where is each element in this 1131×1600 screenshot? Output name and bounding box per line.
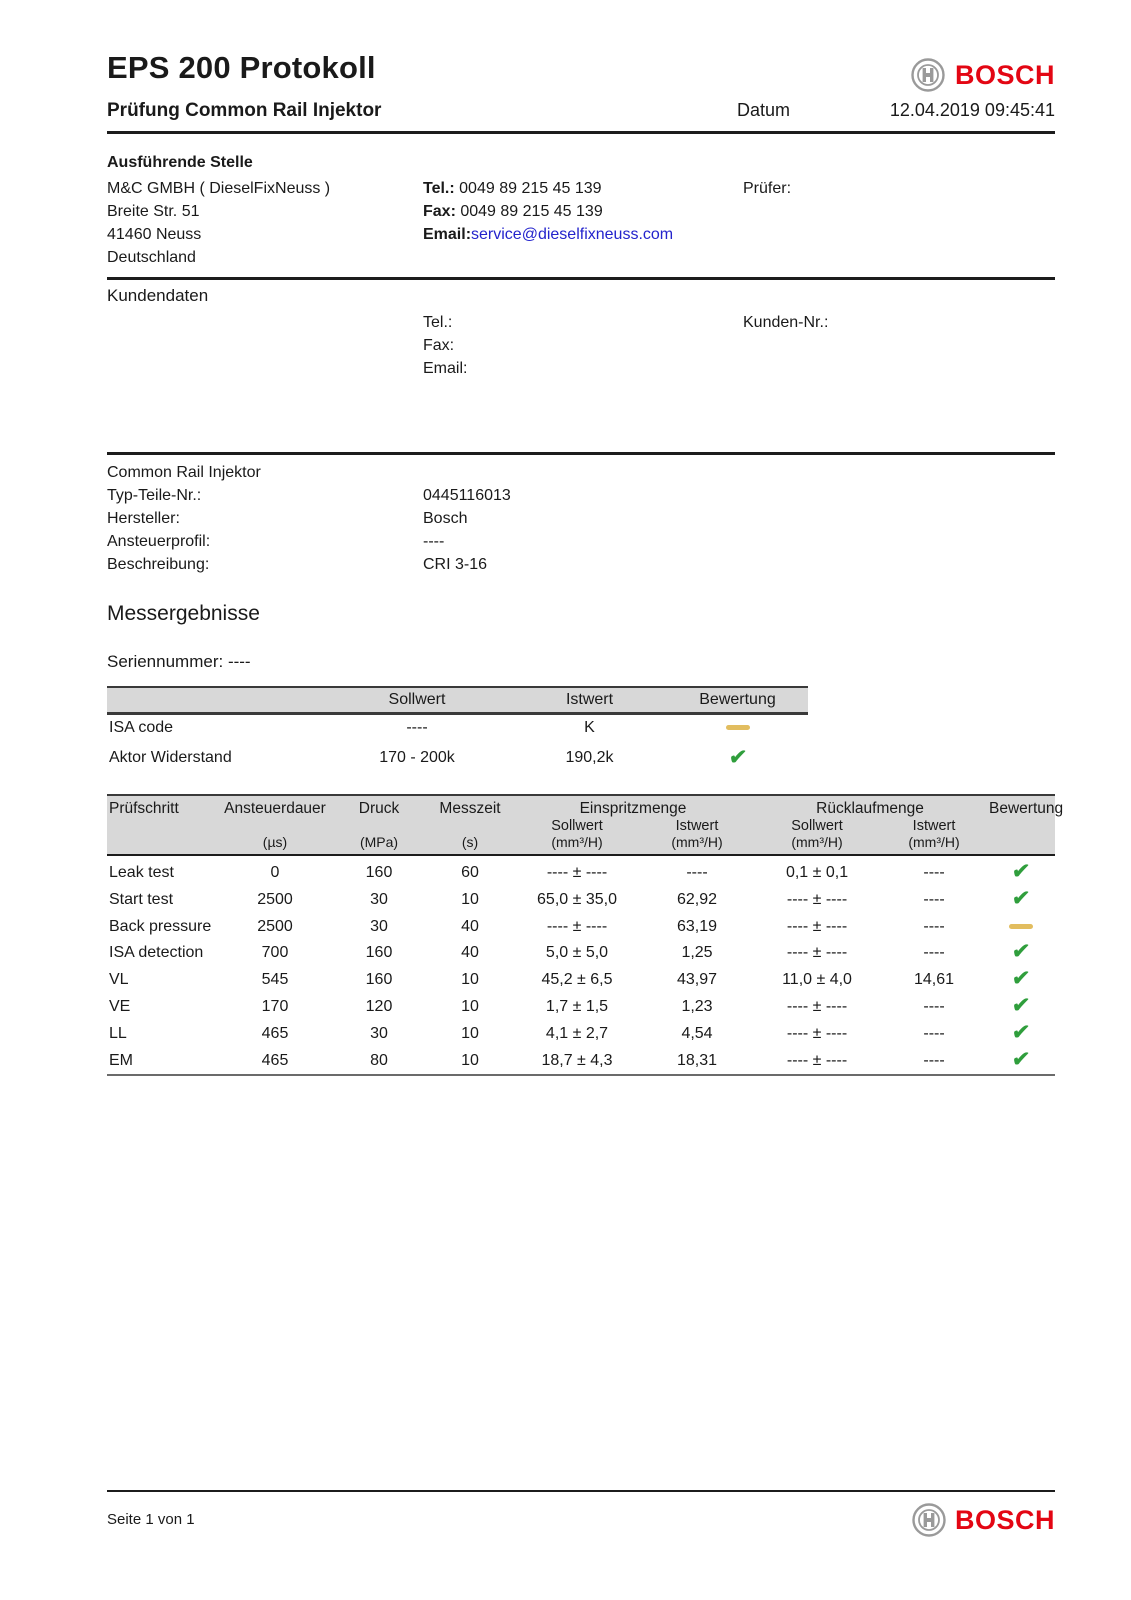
table-cell-messzeit: 60	[461, 864, 479, 881]
table-cell-druck: 30	[370, 917, 388, 935]
provider-country: Deutschland	[107, 249, 196, 266]
table-cell-r_ist: ----	[923, 1025, 945, 1042]
table-cell-ansteuerdauer: 700	[261, 944, 289, 961]
table-cell-r_soll: ---- ± ----	[786, 891, 848, 908]
header-cell-empty	[107, 834, 219, 855]
table-cell-r_ist: ----	[923, 917, 945, 935]
table-cell-e_ist: 4,54	[681, 1025, 713, 1042]
provider-street: Breite Str. 51	[107, 203, 200, 220]
header-unit-mpa: (MPa)	[331, 834, 427, 855]
results-heading: Messergebnisse	[107, 602, 260, 625]
injector-row-value: ----	[423, 533, 445, 550]
table-cell-messzeit: 10	[461, 998, 479, 1015]
header-unit-us: (µs)	[219, 834, 331, 855]
header-cell-istwert: Istwert	[512, 687, 667, 714]
document-subtitle: Prüfung Common Rail Injektor	[107, 100, 382, 121]
header-unit-mm3h: (mm³/H)	[641, 834, 753, 855]
customer-heading: Kundendaten	[107, 286, 209, 305]
provider-tel-line	[423, 177, 743, 200]
dash-icon	[1009, 924, 1033, 929]
bewertung-status	[987, 966, 1055, 993]
table-cell-e_ist: 1,23	[681, 998, 713, 1015]
table-cell-e_ist: 43,97	[676, 971, 718, 988]
table-cell-name: VE	[109, 998, 131, 1015]
check-icon: ✔	[1011, 887, 1032, 910]
table-cell-r_soll: ---- ± ----	[786, 998, 848, 1015]
table-row	[107, 741, 808, 774]
table-cell-r_ist: ----	[923, 998, 945, 1015]
customer-email-label: Email:	[423, 360, 468, 377]
customer-fax-label: Fax:	[423, 337, 455, 354]
check-icon: ✔	[1011, 1021, 1032, 1044]
check-icon: ✔	[1011, 860, 1032, 883]
customer-tel-label: Tel.:	[423, 314, 453, 331]
bewertung-status	[667, 741, 808, 774]
header-cell-pruefschritt: Prüfschritt	[107, 795, 219, 818]
bewertung-status	[987, 1020, 1055, 1047]
table-cell-r_soll: ---- ± ----	[786, 917, 848, 935]
check-icon: ✔	[1011, 967, 1032, 990]
footer-row	[107, 1492, 1055, 1538]
header-cell-bewertung: Bewertung	[987, 795, 1055, 818]
check-icon: ✔	[727, 746, 748, 769]
subheader-row	[107, 100, 1055, 134]
bosch-wordmark: BOSCH	[954, 1504, 1055, 1535]
provider-city: 41460 Neuss	[107, 226, 202, 243]
table-row	[107, 886, 1055, 913]
provider-name: M&C GMBH ( DieselFixNeuss )	[107, 180, 331, 197]
header-unit-mm3h: (mm³/H)	[513, 834, 641, 855]
injector-row-label: Ansteuerprofil:	[107, 533, 211, 550]
provider-fax-line	[423, 200, 743, 223]
bewertung-status	[987, 939, 1055, 966]
provider-email-line	[423, 223, 743, 246]
tel-value: 0049 89 215 45 139	[459, 180, 602, 197]
injector-row-value: Bosch	[423, 510, 468, 527]
table-cell-e_ist: ----	[686, 864, 708, 881]
table-cell-name: VL	[109, 971, 129, 988]
provider-address	[107, 177, 423, 269]
table-cell-ansteuerdauer: 545	[261, 971, 289, 988]
page-title: EPS 200 Protokoll	[107, 50, 376, 85]
header-cell-einspritzmenge: Einspritzmenge	[513, 795, 753, 818]
table-cell-ansteuerdauer: 170	[261, 998, 289, 1015]
injector-row-value: 0445116013	[423, 487, 511, 504]
customer-block	[107, 311, 1055, 380]
injector-row-label: Typ-Teile-Nr.:	[107, 487, 202, 504]
table-cell-messzeit: 40	[461, 917, 479, 935]
table-cell-r_ist: ----	[923, 944, 945, 961]
provider-block	[107, 177, 1055, 269]
bosch-armature-icon	[910, 57, 946, 93]
table-cell-r_soll: ---- ± ----	[786, 944, 848, 961]
check-icon: ✔	[1011, 940, 1032, 963]
header-unit-mm3h: (mm³/H)	[753, 834, 881, 855]
table-cell-ansteuerdauer: 465	[261, 1052, 289, 1069]
provider-heading: Ausführende Stelle	[107, 154, 253, 171]
table-cell-sollwert: ----	[406, 719, 428, 736]
table-cell-messzeit: 10	[461, 891, 479, 908]
header-cell-ansteuerdauer: Ansteuerdauer	[219, 795, 331, 818]
table-cell-istwert: 190,2k	[565, 748, 614, 766]
header-cell-ruecklaufmenge: Rücklaufmenge	[753, 795, 987, 818]
bosch-logo-footer	[911, 1502, 1055, 1538]
table-cell-name: ISA detection	[109, 944, 204, 961]
table-cell-r_ist: ----	[923, 891, 945, 908]
table-cell-ansteuerdauer: 465	[261, 1025, 289, 1042]
summary-table-header	[107, 687, 808, 714]
provider-contact	[423, 177, 743, 269]
header-cell-sollwert: Sollwert	[322, 687, 512, 714]
table-row	[107, 714, 808, 742]
email-link[interactable]: service@dieselfixneuss.com	[471, 226, 674, 243]
header-cell-empty	[427, 818, 513, 834]
table-cell-name: Back pressure	[109, 917, 212, 935]
examiner-column	[743, 177, 1055, 269]
injector-heading: Common Rail Injektor	[107, 464, 261, 481]
page-number: Seite 1 von 1	[107, 1510, 195, 1528]
bewertung-status	[987, 1047, 1055, 1075]
page-content	[0, 50, 1064, 1076]
table-cell-e_soll: 45,2 ± 6,5	[541, 971, 613, 988]
table-cell-e_soll: ---- ± ----	[546, 917, 608, 935]
table-row	[107, 939, 1055, 966]
bosch-armature-icon	[911, 1502, 947, 1538]
table-row	[107, 795, 1055, 818]
table-cell-r_soll: ---- ± ----	[786, 1052, 848, 1069]
serial-label: Seriennummer:	[107, 652, 224, 671]
table-row	[107, 818, 1055, 834]
examiner-label: Prüfer:	[743, 180, 792, 197]
bewertung-status	[987, 993, 1055, 1020]
table-cell-istwert: K	[584, 719, 595, 736]
bosch-logo	[910, 57, 1055, 93]
table-cell-e_soll: 65,0 ± 35,0	[537, 891, 617, 908]
header-subcell-istwert: Istwert	[912, 818, 956, 834]
table-cell-e_soll: 1,7 ± 1,5	[545, 998, 609, 1015]
fax-label: Fax:	[423, 203, 456, 220]
table-cell-label: Aktor Widerstand	[109, 748, 232, 766]
header-cell-empty	[987, 834, 1055, 855]
header-cell-messzeit: Messzeit	[427, 795, 513, 818]
table-cell-r_soll: 11,0 ± 4,0	[782, 971, 852, 988]
header-unit-mm3h: (mm³/H)	[881, 834, 987, 855]
header-cell-empty	[331, 818, 427, 834]
table-cell-label: ISA code	[109, 719, 174, 736]
table-cell-messzeit: 10	[461, 1052, 479, 1069]
header-cell-empty	[219, 818, 331, 834]
table-cell-messzeit: 40	[461, 944, 479, 961]
bewertung-status	[667, 714, 808, 742]
customer-number-label: Kunden-Nr.:	[743, 314, 829, 331]
serial-value: ----	[227, 652, 251, 671]
table-cell-e_ist: 1,25	[681, 944, 713, 961]
table-cell-ansteuerdauer: 2500	[257, 891, 293, 908]
table-cell-ansteuerdauer: 0	[270, 864, 280, 881]
injector-row-label: Hersteller:	[107, 510, 180, 527]
date-value: 12.04.2019 09:45:41	[889, 100, 1055, 120]
serial-line	[107, 652, 1055, 672]
bosch-wordmark: BOSCH	[954, 59, 1055, 90]
table-row	[107, 1020, 1055, 1047]
table-cell-name: Leak test	[109, 864, 174, 881]
bewertung-status	[987, 886, 1055, 913]
header-cell-bewertung: Bewertung	[667, 687, 808, 714]
table-cell-druck: 80	[370, 1052, 388, 1069]
table-cell-e_soll: 18,7 ± 4,3	[541, 1052, 613, 1069]
table-cell-druck: 120	[365, 998, 393, 1015]
table-cell-r_ist: ----	[923, 864, 945, 881]
table-cell-messzeit: 10	[461, 971, 479, 988]
email-label: Email:	[423, 226, 472, 243]
table-row	[107, 966, 1055, 993]
table-row	[107, 687, 808, 714]
divider	[107, 277, 1055, 280]
table-row	[107, 1047, 1055, 1075]
page-footer	[107, 1490, 1055, 1538]
dash-icon	[726, 725, 750, 730]
header-subcell-sollwert: Sollwert	[791, 818, 843, 834]
date-label: Datum	[737, 100, 791, 120]
injector-row-label: Beschreibung:	[107, 556, 210, 573]
measurement-table-header	[107, 795, 1064, 855]
table-cell-sollwert: 170 - 200k	[379, 748, 455, 766]
table-cell-druck: 160	[365, 944, 393, 961]
injector-row-value: CRI 3-16	[423, 556, 488, 573]
table-row	[107, 855, 1055, 886]
table-cell-e_ist: 18,31	[676, 1052, 718, 1069]
table-cell-messzeit: 10	[461, 1025, 479, 1042]
table-cell-name: LL	[109, 1025, 127, 1042]
table-row	[107, 834, 1055, 855]
table-cell-druck: 30	[370, 891, 388, 908]
table-row	[107, 993, 1055, 1020]
customer-number-column	[743, 311, 1055, 380]
table-cell-e_soll: 5,0 ± 5,0	[545, 944, 609, 961]
table-row	[107, 913, 1055, 939]
bewertung-status	[987, 855, 1055, 886]
table-cell-druck: 30	[370, 1025, 388, 1042]
fax-value: 0049 89 215 45 139	[460, 203, 603, 220]
divider	[107, 452, 1055, 455]
header-cell-empty	[987, 818, 1055, 834]
table-cell-r_soll: 0,1 ± 0,1	[785, 864, 849, 881]
measurement-table	[107, 794, 1064, 1076]
table-cell-e_ist: 63,19	[676, 917, 718, 935]
table-cell-ansteuerdauer: 2500	[257, 917, 293, 935]
tel-label: Tel.:	[423, 180, 455, 197]
header-subcell-sollwert: Sollwert	[551, 818, 603, 834]
bewertung-status	[987, 913, 1055, 939]
header-cell-empty	[107, 687, 322, 714]
table-cell-r_ist: 14,61	[914, 971, 955, 988]
header-cell-druck: Druck	[331, 795, 427, 818]
table-cell-e_soll: ---- ± ----	[546, 864, 608, 881]
header-unit-s: (s)	[427, 834, 513, 855]
table-cell-druck: 160	[365, 971, 393, 988]
header-subcell-istwert: Istwert	[675, 818, 719, 834]
table-cell-r_soll: ---- ± ----	[786, 1025, 848, 1042]
check-icon: ✔	[1011, 1048, 1032, 1071]
customer-address-empty	[107, 311, 423, 380]
check-icon: ✔	[1011, 994, 1032, 1017]
table-cell-r_ist: ----	[923, 1052, 945, 1069]
table-cell-name: Start test	[109, 891, 174, 908]
table-cell-name: EM	[109, 1052, 133, 1069]
table-cell-druck: 160	[365, 864, 393, 881]
summary-table	[107, 686, 808, 774]
header-cell-empty	[107, 818, 219, 834]
customer-contact	[423, 311, 743, 380]
table-cell-e_soll: 4,1 ± 2,7	[545, 1025, 609, 1042]
injector-info	[107, 484, 1055, 576]
table-cell-e_ist: 62,92	[676, 891, 718, 908]
